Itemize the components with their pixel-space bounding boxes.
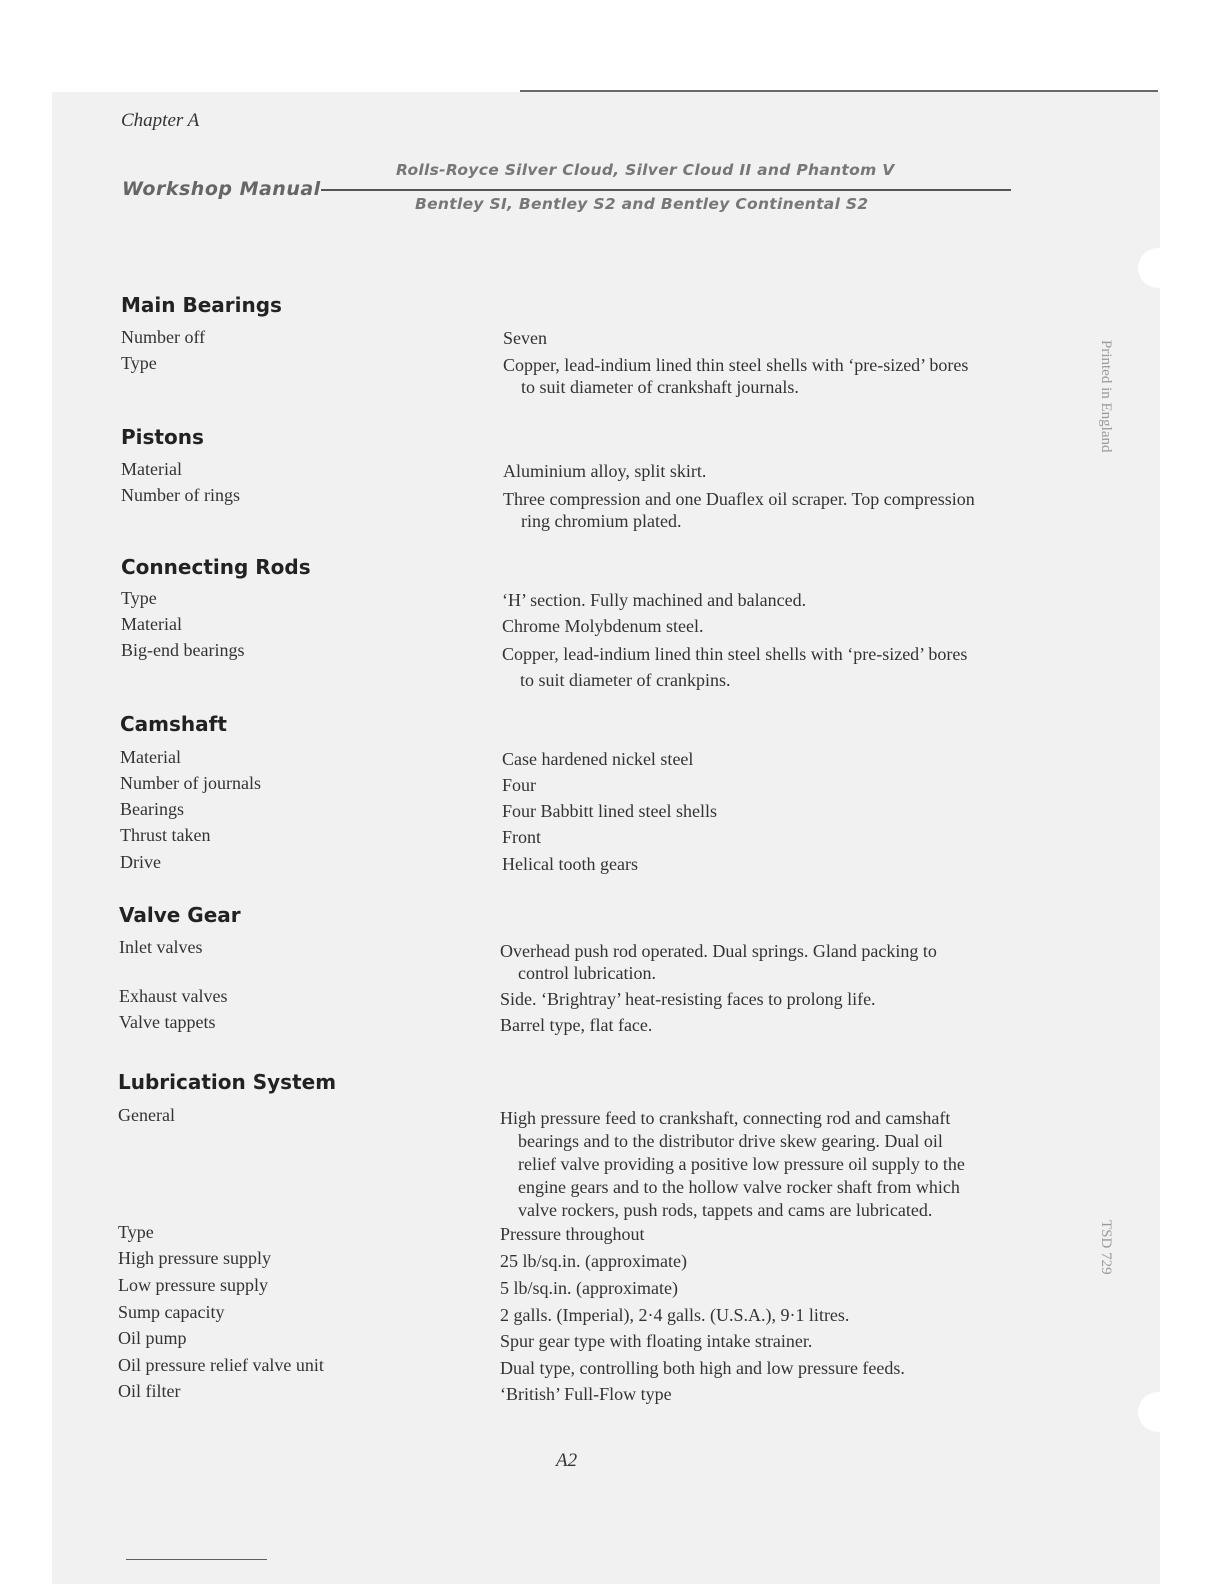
spec-label: Type: [121, 353, 157, 373]
spec-value: Pressure throughout: [500, 1224, 645, 1244]
printed-in-england: Printed in England: [1098, 340, 1114, 453]
spec-label: Big-end bearings: [121, 640, 245, 660]
models-line-1: Rolls-Royce Silver Cloud, Silver Cloud II and Phantom V: [396, 161, 895, 179]
page-number: A2: [556, 1450, 578, 1471]
spec-value: ‘British’ Full-Flow type: [500, 1384, 672, 1404]
spec-value: Front: [502, 827, 542, 847]
spec-label: Oil filter: [118, 1381, 181, 1401]
spec-label: Material: [121, 614, 182, 634]
section-title-valve-gear: Valve Gear: [119, 903, 241, 927]
spec-value: Copper, lead-indium lined thin steel shells with ‘pre-sized’ bores to suit diameter of crankpins.: [502, 644, 968, 690]
spec-value: Barrel type, flat face.: [500, 1015, 653, 1035]
spec-value: Spur gear type with floating intake strainer.: [500, 1331, 813, 1351]
spec-label: Exhaust valves: [119, 986, 228, 1006]
models-line-2: Bentley SI, Bentley S2 and Bentley Continental S2: [415, 195, 869, 213]
spec-label: Material: [120, 747, 181, 767]
spec-label: Oil pump: [118, 1328, 187, 1348]
spec-value: Overhead push rod operated. Dual springs. Gland packing to control lubrication.: [500, 941, 937, 983]
spec-label: Valve tappets: [119, 1012, 216, 1032]
spec-label: General: [118, 1105, 175, 1125]
spec-value: 25 lb/sq.in. (approximate): [500, 1251, 687, 1271]
spec-value: Dual type, controlling both high and low pressure feeds.: [500, 1358, 905, 1378]
spec-value: Four Babbitt lined steel shells: [502, 801, 717, 821]
manual-title: Workshop Manual: [122, 178, 321, 200]
spec-value: Seven: [503, 328, 547, 348]
spec-label: High pressure supply: [118, 1248, 271, 1268]
section-title-lubrication: Lubrication System: [118, 1070, 337, 1094]
footer-link-underline: [126, 1559, 267, 1560]
spec-label: Drive: [120, 852, 161, 872]
spec-value: 5 lb/sq.in. (approximate): [500, 1278, 678, 1298]
spec-value: Copper, lead-indium lined thin steel shells with ‘pre-sized’ bores to suit diameter of crankshaft journals.: [503, 355, 969, 397]
spec-label: Number of journals: [120, 773, 261, 793]
section-title-connecting-rods: Connecting Rods: [121, 555, 311, 579]
chapter-label: Chapter A: [121, 110, 200, 131]
spec-label: Low pressure supply: [118, 1275, 268, 1295]
section-title-pistons: Pistons: [121, 425, 204, 449]
punch-hole-top: [1138, 248, 1178, 288]
section-title-camshaft: Camshaft: [120, 712, 227, 736]
tsd-code: TSD 729: [1098, 1220, 1114, 1275]
spec-label: Type: [118, 1222, 154, 1242]
spec-value: Side. ‘Brightray’ heat-resisting faces to prolong life.: [500, 989, 876, 1009]
spec-value: Chrome Molybdenum steel.: [502, 616, 704, 636]
spec-label: Inlet valves: [119, 937, 203, 957]
spec-value: ‘H’ section. Fully machined and balanced.: [502, 590, 807, 610]
spec-label: Material: [121, 459, 182, 479]
spec-value: Case hardened nickel steel: [502, 749, 694, 769]
spec-label: Sump capacity: [118, 1302, 225, 1322]
section-title-main-bearings: Main Bearings: [121, 293, 282, 317]
spec-label: Number off: [121, 327, 206, 347]
spec-label: Bearings: [120, 799, 184, 819]
punch-hole-bottom: [1138, 1392, 1178, 1432]
spec-label: Oil pressure relief valve unit: [118, 1355, 324, 1375]
spec-value: 2 galls. (Imperial), 2·4 galls. (U.S.A.), 9·1 litres.: [500, 1305, 850, 1325]
spec-value-general: High pressure feed to crankshaft, connecting rod and camshaft bearings and to the distributor drive skew gearing. Dual oil relief valve providing a positive low pressure oil supply to the engine gears and to the hollow valve rocker shaft from which valve rockers, push rods, tappets and cams are lubricated.: [500, 1108, 965, 1220]
spec-value: Four: [502, 775, 537, 795]
spec-label: Type: [121, 588, 157, 608]
spec-value: Aluminium alloy, split skirt.: [503, 461, 707, 481]
top-rule: [520, 90, 1158, 92]
spec-label: Thrust taken: [120, 825, 211, 845]
spec-label: Number of rings: [121, 485, 240, 505]
spec-value: Helical tooth gears: [502, 854, 638, 874]
spec-value: Three compression and one Duaflex oil scraper. Top compression ring chromium plated.: [503, 489, 975, 531]
header-rule: [321, 189, 1011, 191]
